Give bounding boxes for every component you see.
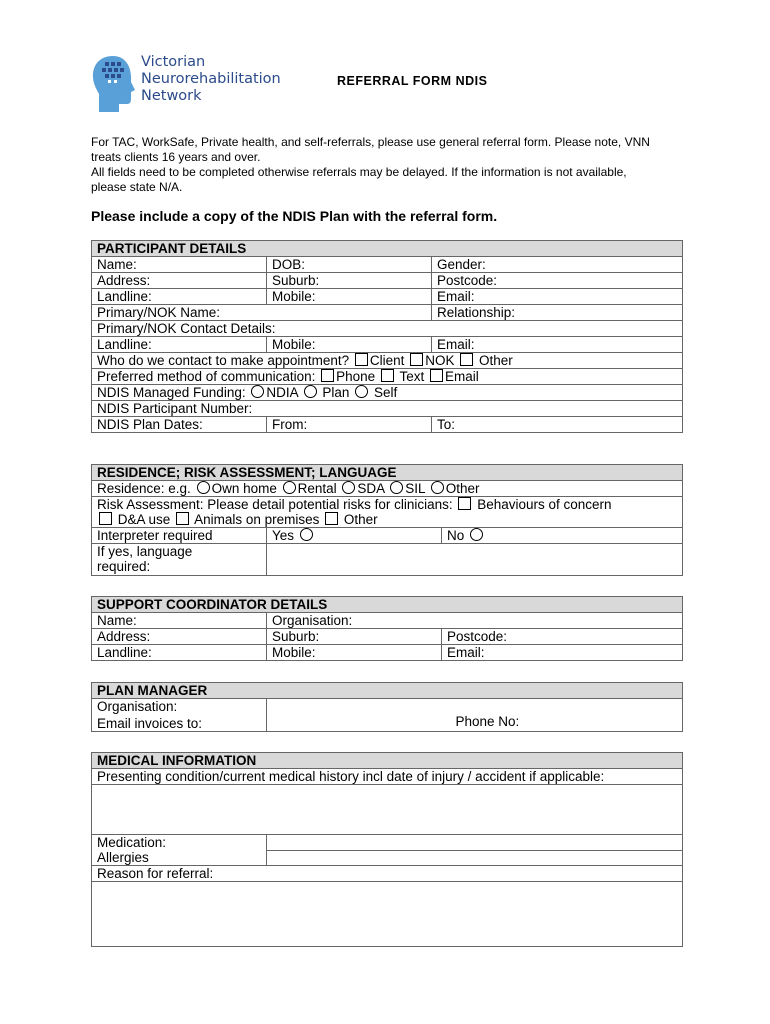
ndia-radio[interactable] xyxy=(251,385,264,398)
nok-landline-field[interactable]: Landline: xyxy=(92,337,267,353)
interpreter-no-cell xyxy=(442,528,683,544)
intro-paragraph-1: For TAC, WorkSafe, Private health, and self-referrals, please use general referral form. Please note, VNN treats clients 16 years and over. xyxy=(91,135,650,164)
plan-copy-note: Please include a copy of the NDIS Plan with the referral form. xyxy=(91,208,498,224)
participant-address-field[interactable]: Address: xyxy=(92,273,267,289)
own-home-radio[interactable] xyxy=(197,481,210,494)
logo-line-3: Network xyxy=(141,88,202,104)
participant-header: PARTICIPANT DETAILS xyxy=(92,241,683,257)
email-invoices-value[interactable] xyxy=(267,714,442,732)
phone-checkbox[interactable] xyxy=(321,369,334,382)
intro-paragraph-2: All fields need to be completed otherwise referrals may be delayed. If the information is not available, please state N/A. xyxy=(91,165,627,194)
nok-option-label: NOK xyxy=(425,353,455,368)
logo-line-2: Neurorehabilitation xyxy=(141,71,281,87)
preferred-communication-label: Preferred method of communication: xyxy=(97,369,316,384)
language-label-line-1: If yes, language xyxy=(97,544,193,559)
sil-radio[interactable] xyxy=(390,481,403,494)
medical-header: MEDICAL INFORMATION xyxy=(92,753,683,769)
allergies-label: Allergies xyxy=(92,850,267,866)
nok-name-field[interactable]: Primary/NOK Name: xyxy=(92,305,432,321)
language-label xyxy=(92,544,267,576)
vnn-logo xyxy=(91,52,306,118)
coordinator-organisation-field[interactable]: Organisation: xyxy=(267,613,683,629)
plan-from-field[interactable]: From: xyxy=(267,417,432,433)
interpreter-no-radio[interactable] xyxy=(470,528,483,541)
preferred-communication-row xyxy=(92,369,683,385)
nok-contact-label: Primary/NOK Contact Details: xyxy=(92,321,683,337)
plan-manager-phone-field[interactable]: Phone No: xyxy=(442,714,683,732)
other-contact-checkbox[interactable] xyxy=(460,353,473,366)
plan-dates-label: NDIS Plan Dates: xyxy=(92,417,267,433)
own-home-option-label: Own home xyxy=(211,481,277,496)
self-radio[interactable] xyxy=(355,385,368,398)
head-logo-icon xyxy=(91,54,137,116)
participant-details-section xyxy=(91,240,683,433)
interpreter-no-label: No xyxy=(447,528,465,543)
language-label-line-2: required: xyxy=(97,559,151,574)
medical-information-section xyxy=(91,752,683,947)
residence-header: RESIDENCE; RISK ASSESSMENT; LANGUAGE xyxy=(92,465,683,481)
participant-email-field[interactable]: Email: xyxy=(432,289,683,305)
email-checkbox[interactable] xyxy=(430,369,443,382)
plan-manager-organisation-value[interactable] xyxy=(267,699,683,715)
plan-option-label: Plan xyxy=(322,385,350,400)
interpreter-yes-cell xyxy=(267,528,442,544)
support-coordinator-section xyxy=(91,596,683,661)
coordinator-name-field[interactable]: Name: xyxy=(92,613,267,629)
rental-option-label: Rental xyxy=(297,481,337,496)
residence-type-row xyxy=(92,481,683,497)
email-option-label: Email xyxy=(444,369,479,384)
managed-funding-label: NDIS Managed Funding: xyxy=(97,385,246,400)
nok-relationship-field[interactable]: Relationship: xyxy=(432,305,683,321)
coordinator-suburb-field[interactable]: Suburb: xyxy=(267,629,442,645)
nok-checkbox[interactable] xyxy=(410,353,423,366)
phone-option-label: Phone xyxy=(336,369,376,384)
medication-field[interactable] xyxy=(267,835,683,851)
participant-dob-field[interactable]: DOB: xyxy=(267,257,432,273)
other-residence-option-label: Other xyxy=(445,481,480,496)
presenting-condition-label: Presenting condition/current medical history incl date of injury / accident if applicable: xyxy=(92,769,683,785)
coordinator-mobile-field[interactable]: Mobile: xyxy=(267,645,442,661)
contact-appointment-row xyxy=(92,353,683,369)
participant-number-field[interactable]: NDIS Participant Number: xyxy=(92,401,683,417)
email-invoices-field[interactable]: Email invoices to: xyxy=(92,714,267,732)
da-use-option-label: D&A use xyxy=(117,512,171,527)
interpreter-yes-label: Yes xyxy=(272,528,295,543)
client-checkbox[interactable] xyxy=(355,353,368,366)
other-risk-option-label: Other xyxy=(343,512,378,527)
logo-wordmark xyxy=(141,54,281,105)
logo-line-1: Victorian xyxy=(141,54,206,70)
plan-manager-section xyxy=(91,682,683,732)
reason-for-referral-label: Reason for referral: xyxy=(92,866,683,882)
participant-name-field[interactable]: Name: xyxy=(92,257,267,273)
risk-assessment-label: Risk Assessment: Please detail potential risks for clinicians: xyxy=(97,497,453,512)
text-option-label: Text xyxy=(399,369,425,384)
coordinator-postcode-field[interactable]: Postcode: xyxy=(442,629,683,645)
coordinator-landline-field[interactable]: Landline: xyxy=(92,645,267,661)
participant-suburb-field[interactable]: Suburb: xyxy=(267,273,432,289)
participant-landline-field[interactable]: Landline: xyxy=(92,289,267,305)
contact-appointment-label: Who do we contact to make appointment? xyxy=(97,353,350,368)
other-contact-option-label: Other xyxy=(479,353,513,368)
behaviours-option-label: Behaviours of concern xyxy=(477,497,612,512)
rental-radio[interactable] xyxy=(283,481,296,494)
plan-manager-header: PLAN MANAGER xyxy=(92,683,683,699)
sil-option-label: SIL xyxy=(405,481,425,496)
nok-mobile-field[interactable]: Mobile: xyxy=(267,337,432,353)
interpreter-label: Interpreter required xyxy=(92,528,267,544)
coordinator-address-field[interactable]: Address: xyxy=(92,629,267,645)
coordinator-email-field[interactable]: Email: xyxy=(442,645,683,661)
other-risk-checkbox[interactable] xyxy=(325,512,338,525)
participant-postcode-field[interactable]: Postcode: xyxy=(432,273,683,289)
form-title: REFERRAL FORM NDIS xyxy=(337,74,488,88)
other-residence-radio[interactable] xyxy=(431,481,444,494)
residence-section xyxy=(91,464,683,576)
intro-text xyxy=(91,135,651,195)
presenting-condition-field[interactable] xyxy=(92,785,683,835)
medication-label: Medication: xyxy=(92,835,267,851)
interpreter-yes-radio[interactable] xyxy=(300,528,313,541)
managed-funding-row xyxy=(92,385,683,401)
residence-type-label: Residence: e.g. xyxy=(97,481,191,496)
coordinator-header: SUPPORT COORDINATOR DETAILS xyxy=(92,597,683,613)
plan-radio[interactable] xyxy=(304,385,317,398)
plan-manager-organisation-field[interactable]: Organisation: xyxy=(92,699,267,715)
language-field[interactable] xyxy=(267,544,683,576)
text-checkbox[interactable] xyxy=(381,369,394,382)
self-option-label: Self xyxy=(373,385,398,400)
animals-checkbox[interactable] xyxy=(176,512,189,525)
sda-radio[interactable] xyxy=(342,481,355,494)
ndia-option-label: NDIA xyxy=(266,385,298,400)
client-option-label: Client xyxy=(369,353,405,368)
reason-for-referral-field[interactable] xyxy=(92,882,683,947)
participant-gender-field[interactable]: Gender: xyxy=(432,257,683,273)
nok-email-field[interactable]: Email: xyxy=(432,337,683,353)
animals-option-label: Animals on premises xyxy=(194,512,320,527)
risk-assessment-row xyxy=(92,497,683,528)
sda-option-label: SDA xyxy=(357,481,385,496)
da-use-checkbox[interactable] xyxy=(99,512,112,525)
behaviours-checkbox[interactable] xyxy=(458,497,471,510)
plan-to-field[interactable]: To: xyxy=(432,417,683,433)
allergies-field[interactable] xyxy=(267,850,683,866)
participant-mobile-field[interactable]: Mobile: xyxy=(267,289,432,305)
